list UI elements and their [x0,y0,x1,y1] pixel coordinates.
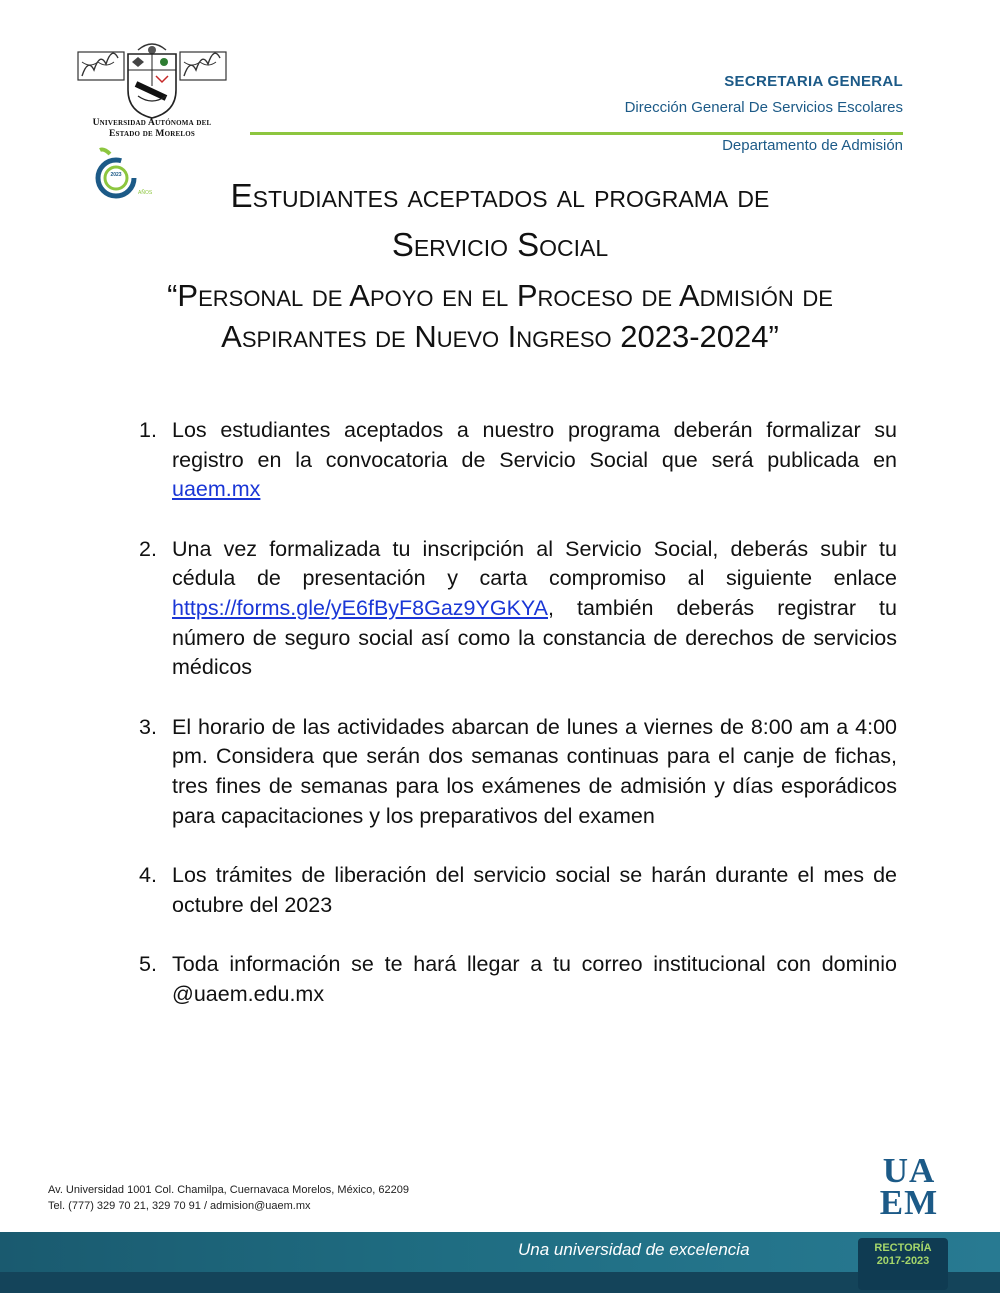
list-item-text: Los estudiantes aceptados a nuestro programa deberán formalizar su registro en la convocatoria de Servicio Social que será publicada en [172,418,897,472]
list-item [135,950,897,1009]
list-item-text-end: , también deberás registrar tu número de seguro social así como la constancia de derechos de servicios médicos [172,595,897,680]
list-item [135,416,897,505]
list-item-number: 3. [139,714,157,739]
list-item [135,713,897,831]
footer-strip [0,1272,1000,1293]
svg-text:AÑOS: AÑOS [138,190,152,196]
instructions-list [135,416,897,1040]
header-divider [250,132,903,135]
list-item-text: Una vez formalizada tu inscripción al Servicio Social, deberás subir tu cédula de presentación y carta compromiso al siguiente enlace [172,536,897,591]
document-subtitle-line1: “Personal de Apoyo en el Proceso de Admisión de [167,278,833,313]
departamento-heading: Departamento de Admisión [722,137,903,154]
footer-contact: Tel. (777) 329 70 21, 329 70 91 / admision@uaem.mx [48,1200,311,1212]
university-name [62,118,242,140]
list-item-number: 2. [139,536,157,561]
rectoria-years: 2017-2023 [876,1255,930,1267]
list-item [135,535,897,683]
list-item-text: Los trámites de liberación del servicio social se harán durante el mes de octubre del 2023 [172,863,897,917]
uaem-logo [875,1151,943,1222]
secretaria-general-heading: SECRETARIA GENERAL [724,73,903,90]
list-item-text: Toda información se te hará llegar a tu correo institucional con dominio @uaem.edu.mx [172,952,897,1006]
document-title-line2: Servicio Social [391,226,609,263]
list-item-number: 5. [139,952,157,977]
footer-slogan: Una universidad de excelencia [518,1240,750,1259]
footer-address: Av. Universidad 1001 Col. Chamilpa, Cuernavaca Morelos, México, 62209 [48,1184,409,1196]
footer-band [0,1232,1000,1272]
university-name-line2: Estado de Morelos [109,129,195,139]
anniversary-year: 2023 [110,172,122,178]
direccion-general-heading: Dirección General De Servicios Escolares [624,99,903,116]
university-name-line1: Universidad Autónoma del [92,118,212,128]
list-item-text: El horario de las actividades abarcan de lunes a viernes de 8:00 am a 4:00 pm. Considera que serán dos semanas continuas para el canje de fichas, tres fines de semanas para los exámenes de admisión y días esporádicos para capacitaciones y los preparativos del examen [172,714,897,828]
list-item-number: 4. [139,863,157,888]
rectoria-label: RECTORÍA [874,1242,932,1254]
rectoria-badge [858,1238,948,1290]
list-item-number: 1. [139,418,157,442]
google-form-link[interactable]: https://forms.gle/yE6fByF8Gaz9YGKYA [172,595,548,620]
document-title-line1: Estudiantes aceptados al programa de [230,177,770,214]
document-subtitle-line2: Aspirantes de Nuevo Ingreso 2023-2024” [221,319,779,354]
list-item [135,861,897,920]
uaem-logo-line2: EM [879,1183,939,1222]
uaem-website-link[interactable]: uaem.mx [172,477,261,502]
uaem-logo-line1: UA [882,1151,936,1190]
